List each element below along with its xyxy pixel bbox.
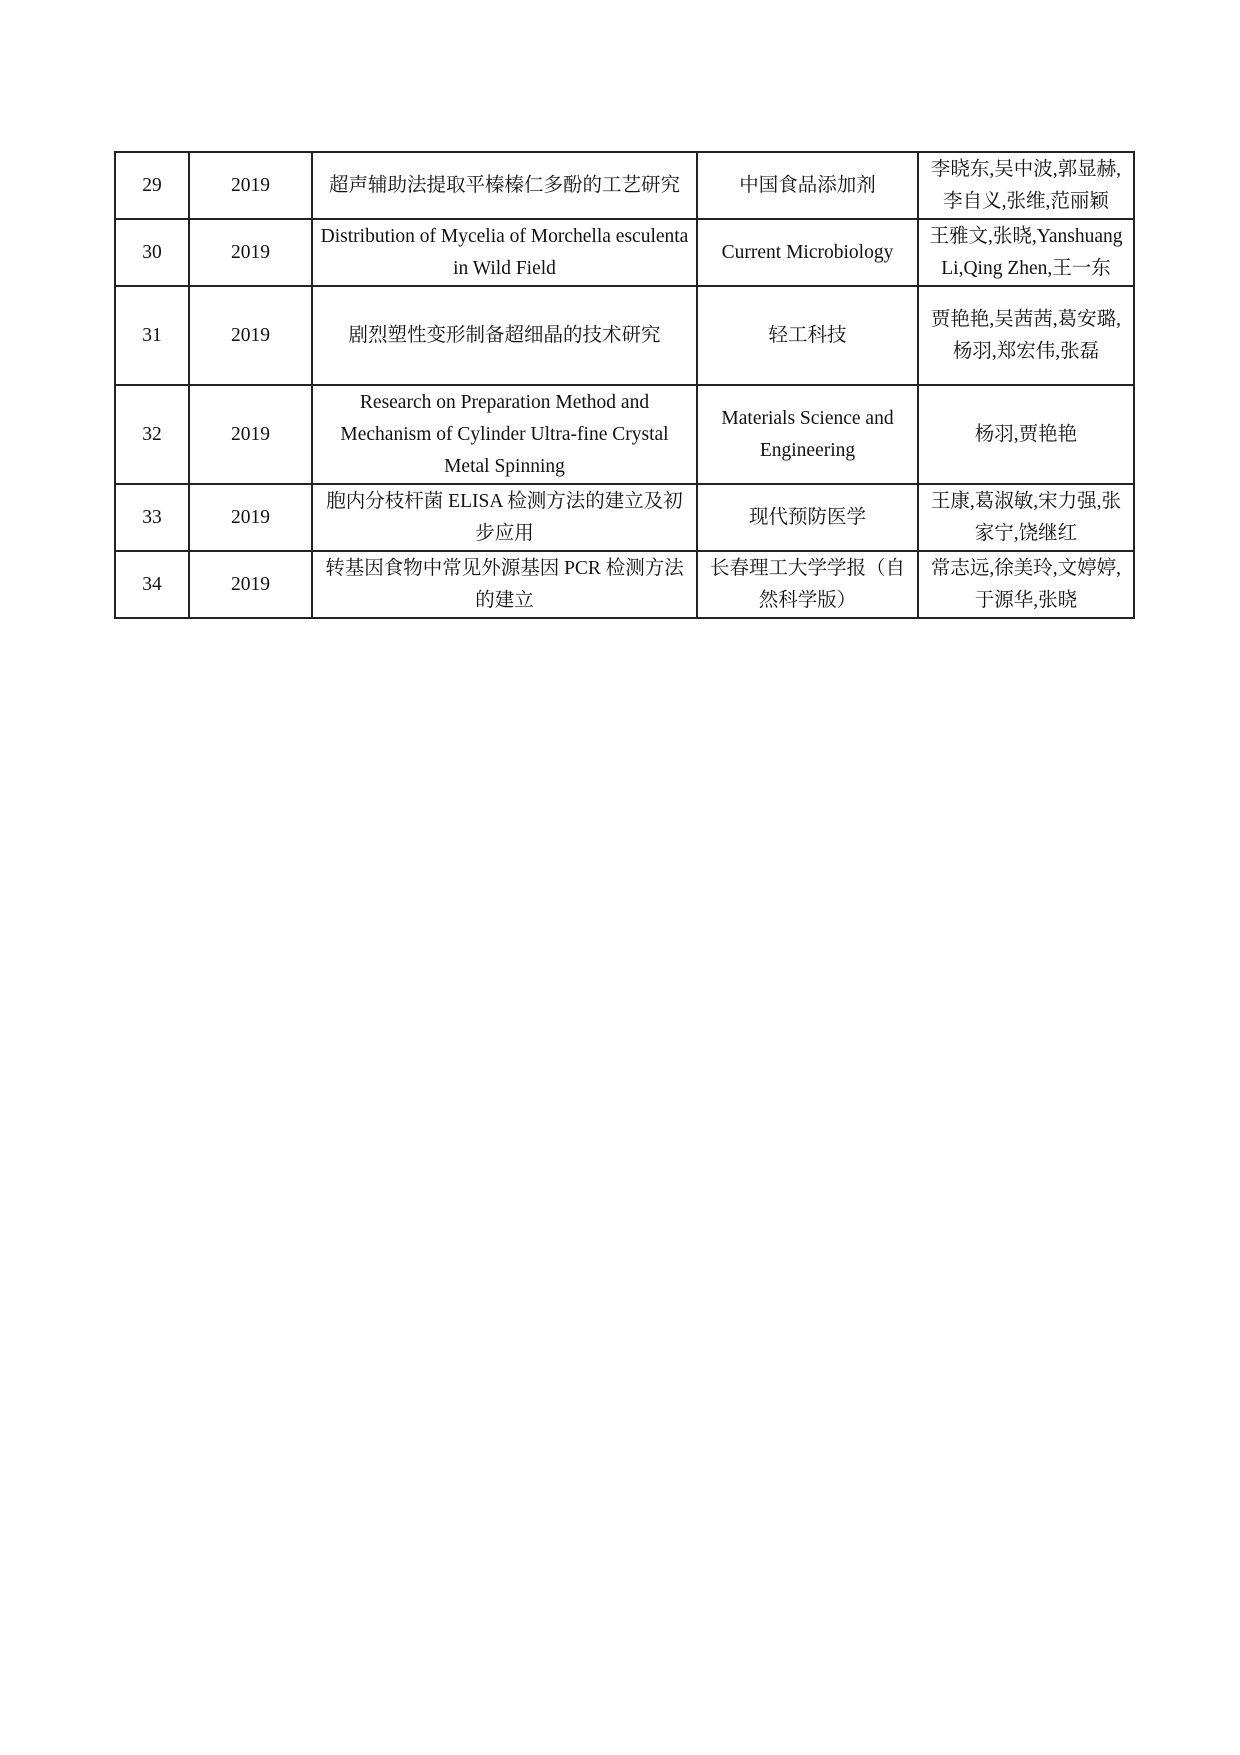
- author-list: 常志远,徐美玲,文婷婷,于源华,张晓: [918, 551, 1134, 618]
- publication-year: 2019: [189, 551, 312, 618]
- publication-year: 2019: [189, 286, 312, 385]
- table-row: [115, 484, 1134, 551]
- row-number: 32: [115, 385, 189, 484]
- table-row: [115, 152, 1134, 219]
- row-number: 34: [115, 551, 189, 618]
- paper-title: 超声辅助法提取平榛榛仁多酚的工艺研究: [312, 152, 697, 219]
- publication-year: 2019: [189, 385, 312, 484]
- paper-title: Research on Preparation Method and Mechanism of Cylinder Ultra-fine Crystal Metal Spinning: [312, 385, 697, 484]
- journal-name: 中国食品添加剂: [697, 152, 918, 219]
- row-number: 30: [115, 219, 189, 286]
- row-number: 31: [115, 286, 189, 385]
- journal-name: 现代预防医学: [697, 484, 918, 551]
- publication-year: 2019: [189, 152, 312, 219]
- author-list: 杨羽,贾艳艳: [918, 385, 1134, 484]
- table-row: [115, 219, 1134, 286]
- author-list: 王雅文,张晓,Yanshuang Li,Qing Zhen,王一东: [918, 219, 1134, 286]
- table-row: [115, 385, 1134, 484]
- paper-title: 转基因食物中常见外源基因 PCR 检测方法的建立: [312, 551, 697, 618]
- row-number: 33: [115, 484, 189, 551]
- journal-name: Current Microbiology: [697, 219, 918, 286]
- publication-table: [114, 151, 1135, 619]
- table-row: [115, 286, 1134, 385]
- paper-title: Distribution of Mycelia of Morchella esculenta in Wild Field: [312, 219, 697, 286]
- row-number: 29: [115, 152, 189, 219]
- journal-name: 长春理工大学学报（自然科学版）: [697, 551, 918, 618]
- author-list: 贾艳艳,吴茜茜,葛安璐,杨羽,郑宏伟,张磊: [918, 286, 1134, 385]
- paper-title: 剧烈塑性变形制备超细晶的技术研究: [312, 286, 697, 385]
- paper-title: 胞内分枝杆菌 ELISA 检测方法的建立及初步应用: [312, 484, 697, 551]
- table-row: [115, 551, 1134, 618]
- author-list: 李晓东,吴中波,郭显赫,李自义,张维,范丽颖: [918, 152, 1134, 219]
- author-list: 王康,葛淑敏,宋力强,张家宁,饶继红: [918, 484, 1134, 551]
- publication-year: 2019: [189, 484, 312, 551]
- journal-name: 轻工科技: [697, 286, 918, 385]
- journal-name: Materials Science and Engineering: [697, 385, 918, 484]
- publication-year: 2019: [189, 219, 312, 286]
